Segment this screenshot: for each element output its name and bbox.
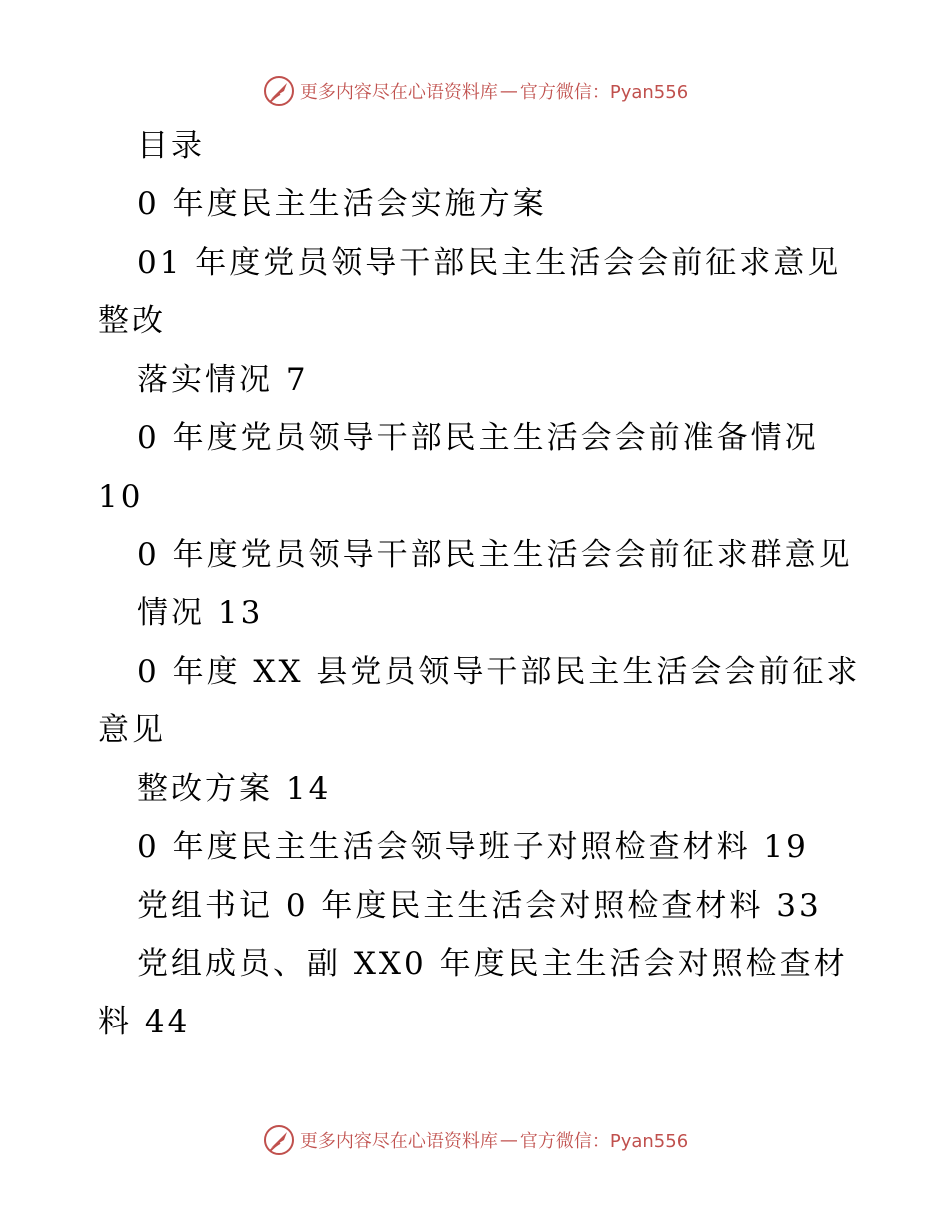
quill-pen-icon (262, 1123, 296, 1157)
toc-entry-continuation: 意见 (98, 712, 166, 748)
toc-entry: 01 年度党员领导干部民主生活会会前征求意见 (137, 245, 842, 281)
toc-entry: 0 年度民主生活会领导班子对照检查材料 19 (137, 829, 809, 865)
toc-entry-continuation: 整改 (98, 303, 166, 339)
brand-separator: — (499, 80, 518, 102)
header-watermark (0, 71, 950, 111)
brand-text: 更多内容尽在心语资料库 (299, 1131, 498, 1152)
toc-entry: 情况 13 (137, 595, 264, 631)
toc-entry-continuation: 料 44 (98, 1004, 191, 1040)
quill-pen-icon (262, 74, 296, 108)
toc-entry: 0 年度 XX 县党员领导干部民主生活会会前征求 (137, 654, 861, 690)
wechat-label: 官方微信：Pyan556 (519, 82, 689, 103)
brand-text: 更多内容尽在心语资料库 (299, 82, 498, 103)
footer-watermark (0, 1120, 950, 1160)
brand-separator: — (499, 1129, 518, 1151)
toc-entry: 党组书记 0 年度民主生活会对照检查材料 33 (137, 888, 822, 924)
toc-heading: 目录 (137, 128, 205, 164)
toc-entry: 党组成员、副 XX0 年度民主生活会对照检查材 (137, 946, 848, 982)
toc-entry: 落实情况 7 (137, 362, 309, 398)
toc-entry: 0 年度党员领导干部民主生活会会前准备情况 (137, 420, 819, 456)
toc-entry: 0 年度党员领导干部民主生活会会前征求群意见 (137, 537, 853, 573)
wechat-label: 官方微信：Pyan556 (519, 1131, 689, 1152)
toc-entry: 0 年度民主生活会实施方案 (137, 186, 547, 222)
toc-entry-continuation: 10 (98, 479, 144, 515)
toc-entry: 整改方案 14 (137, 771, 332, 807)
